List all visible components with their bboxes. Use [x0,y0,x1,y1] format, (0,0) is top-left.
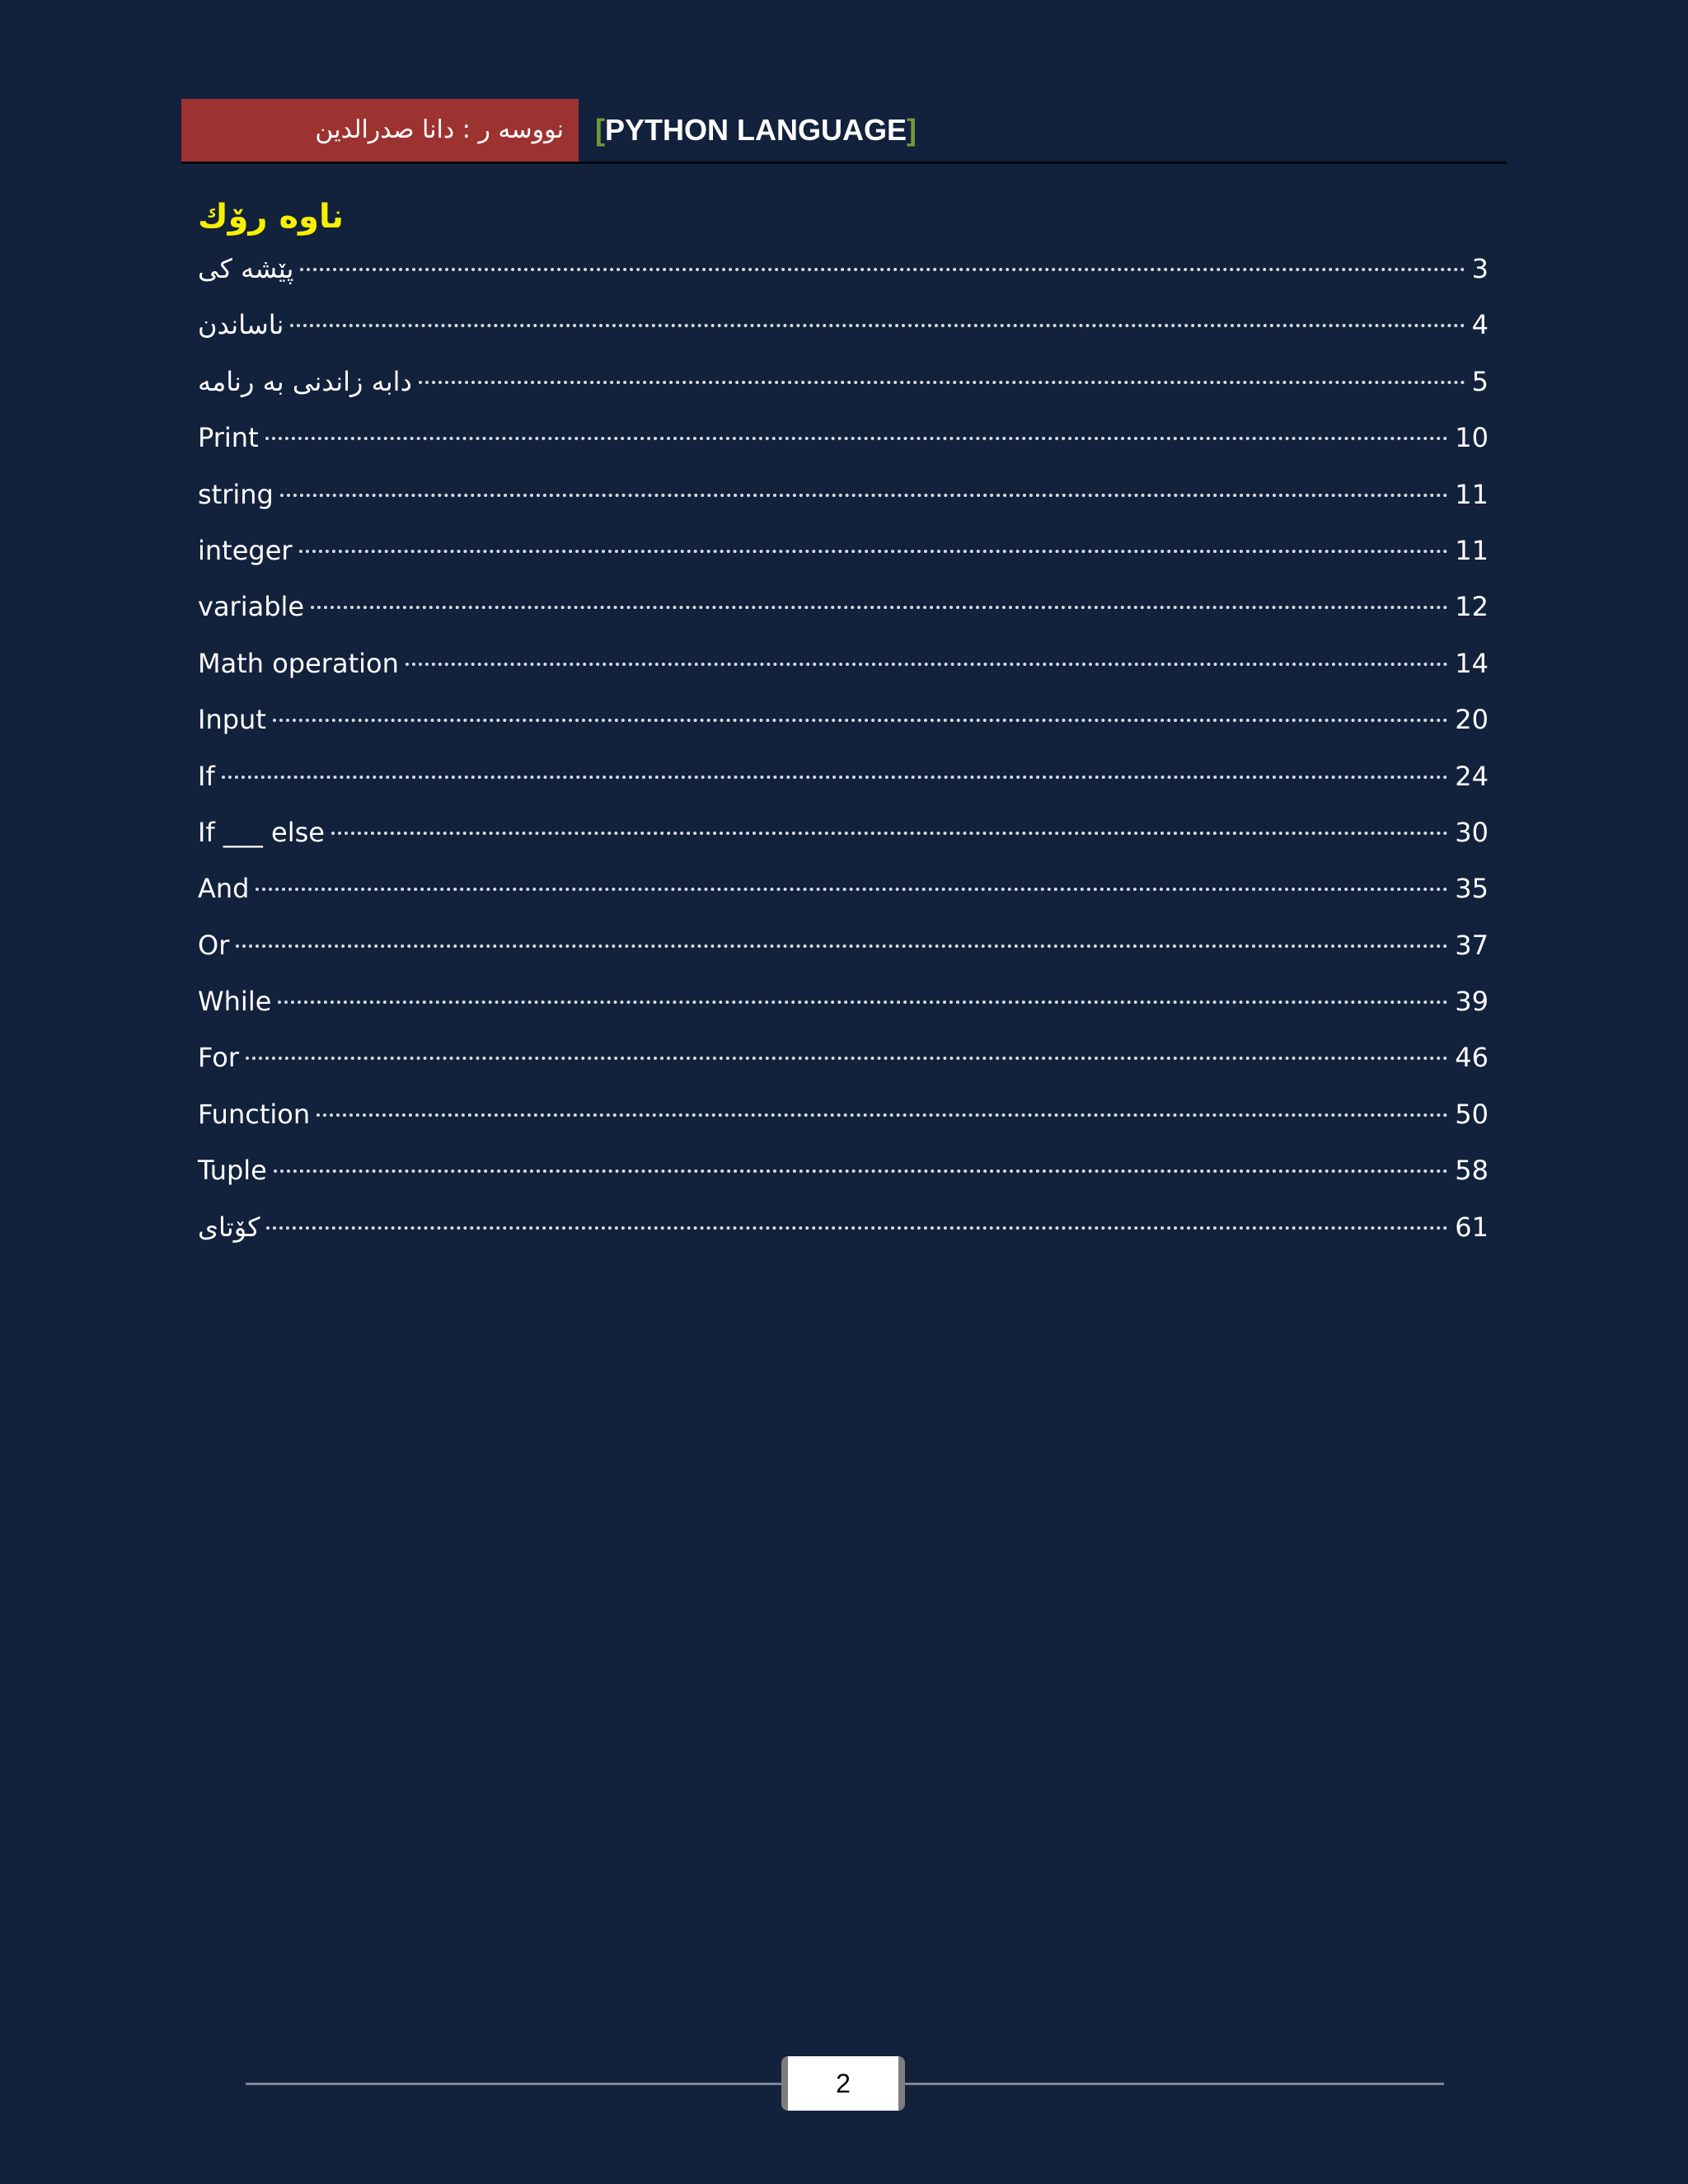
toc-item-label: پێشه كی [198,253,294,284]
toc-leader-dots [273,719,1448,722]
toc-leader-dots [222,776,1449,779]
toc-item-label: Tuple [198,1155,267,1187]
table-of-contents [198,247,1489,1262]
toc-item-label: Math operation [198,647,399,679]
page-number: 2 [781,2056,905,2111]
toc-item-page: 4 [1471,309,1489,341]
toc-item-page: 46 [1455,1042,1489,1074]
toc-item-page: 11 [1455,478,1489,510]
toc-item[interactable] [198,585,1489,641]
toc-item-label: If ___ else [198,816,325,848]
toc-item[interactable] [198,755,1489,811]
toc-item[interactable] [198,416,1489,472]
toc-item-label: Function [198,1098,311,1130]
toc-item-label: كۆتای [198,1211,260,1243]
page-header [181,99,1507,164]
toc-item-page: 5 [1471,365,1489,397]
toc-leader-dots [331,832,1448,835]
toc-leader-dots [265,437,1449,440]
toc-item-page: 61 [1455,1211,1489,1243]
toc-item-label: Or [198,929,230,961]
toc-item[interactable] [198,811,1489,867]
document-title [595,99,917,162]
toc-leader-dots [419,381,1465,384]
toc-item-label: integer [198,534,293,566]
toc-leader-dots [236,944,1448,948]
toc-item[interactable] [198,303,1489,359]
toc-item-label: string [198,478,274,510]
author-label: نووسه ر : دانا صدرالدين [181,99,579,162]
toc-leader-dots [311,606,1448,609]
toc-leader-dots [406,663,1448,666]
toc-leader-dots [280,494,1448,497]
toc-item[interactable] [198,1149,1489,1205]
toc-item-label: If [198,760,215,792]
toc-leader-dots [278,1001,1448,1004]
toc-leader-dots [274,1169,1448,1173]
toc-item-label: Print [198,422,259,454]
toc-item-label: And [198,873,250,905]
toc-item-page: 10 [1455,422,1489,454]
toc-item-page: 30 [1455,816,1489,848]
toc-leader-dots [256,888,1448,891]
toc-item-label: Input [198,704,266,736]
toc-item[interactable] [198,924,1489,980]
toc-leader-dots [299,550,1449,553]
toc-item-page: 3 [1471,253,1489,284]
toc-item[interactable] [198,1036,1489,1092]
toc-item-page: 50 [1455,1098,1489,1130]
toc-item-label: While [198,986,272,1018]
toc-item-page: 12 [1455,591,1489,623]
toc-heading: ناوه رۆك [198,198,344,236]
toc-item-page: 37 [1455,929,1489,961]
title-close-bracket: ] [907,113,917,147]
toc-item[interactable] [198,642,1489,698]
toc-item[interactable] [198,980,1489,1036]
toc-item[interactable] [198,698,1489,754]
toc-item-label: دابه زاندنی به رنامه [198,365,412,397]
toc-leader-dots [266,1226,1448,1230]
toc-item-page: 35 [1455,873,1489,905]
toc-item-label: ناساندن [198,309,284,341]
toc-item[interactable] [198,529,1489,585]
toc-item-page: 14 [1455,647,1489,679]
toc-leader-dots [300,268,1465,271]
toc-item[interactable] [198,247,1489,303]
toc-item[interactable] [198,1093,1489,1149]
toc-item-page: 24 [1455,760,1489,792]
toc-item-label: For [198,1042,239,1074]
toc-item[interactable] [198,360,1489,416]
toc-leader-dots [316,1113,1448,1117]
toc-item-page: 20 [1455,704,1489,736]
toc-leader-dots [246,1057,1448,1060]
toc-item[interactable] [198,1206,1489,1262]
toc-item[interactable] [198,473,1489,529]
toc-item[interactable] [198,867,1489,923]
title-text: PYTHON LANGUAGE [605,113,907,147]
title-open-bracket: [ [595,113,605,147]
toc-item-page: 11 [1455,534,1489,566]
toc-item-label: variable [198,591,305,623]
toc-item-page: 39 [1455,986,1489,1018]
toc-item-page: 58 [1455,1155,1489,1187]
toc-leader-dots [290,324,1465,327]
